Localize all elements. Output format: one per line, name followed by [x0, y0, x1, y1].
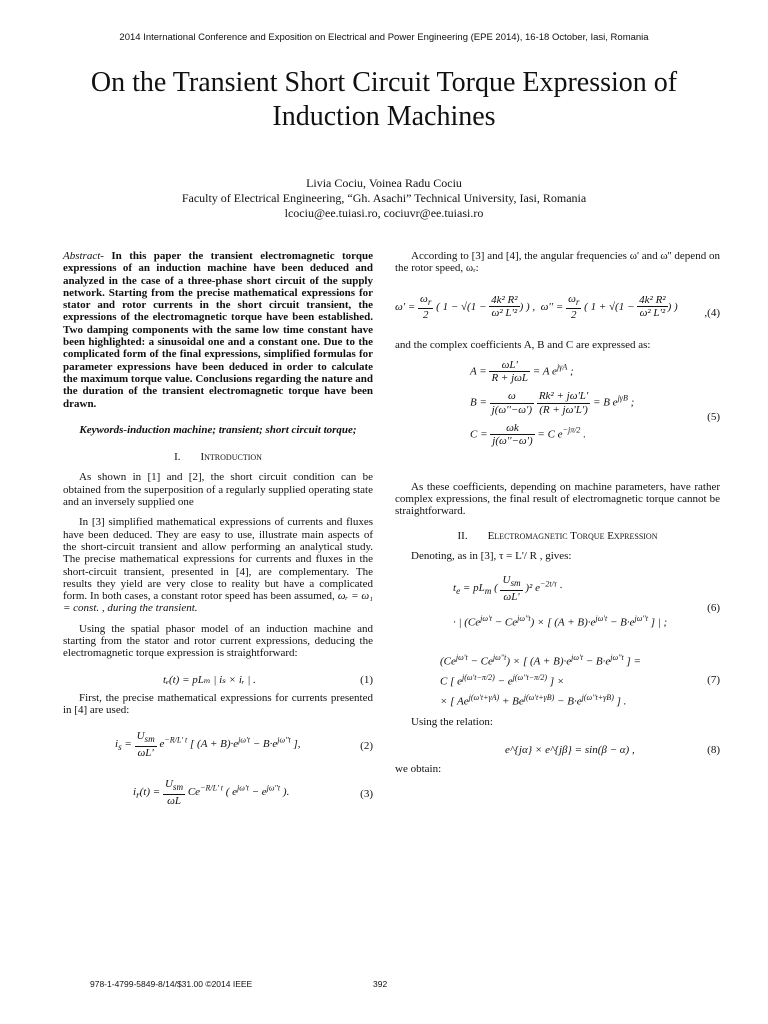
section-number: II.: [457, 529, 468, 542]
equation-7: [395, 650, 720, 716]
paragraph: and the complex coefficients A, B and C are expressed as:: [395, 338, 651, 351]
equation-number: (8): [707, 743, 720, 756]
equation-number: (5): [707, 410, 720, 423]
equation-4: [395, 283, 720, 339]
equation-body: tₑ(t) = pLₘ | iₛ × iᵣ | .: [163, 673, 256, 686]
paragraph: Using the spatial phasor model of an induction machine and starting from the stator and rotor current expressions, deducing the electromagnetic torque expression is straightforward:: [63, 622, 373, 660]
abstract-text: In this paper the transient electromagnetic torque expressions of an induction machine have been deduced and analyzed in the case of a three-phase short circuit of the supply network. Starting from the precise mathematical expressions for stator and rotor currents in the short circuit transient, the expressions of the electromagnetic torque have been established. Two damping components with the same low time constant have been highlighted: a sinusoidal one and a constant one. Due to the complicated form of the final expressions, simplified formulas for parameter expressions have been deduced in order to calculate the maximum torque value. Conclusions regarding the nature and the duration of the transient electromagnetic torque have been drawn.: [63, 250, 373, 410]
equation-body: $i_s$ = $\frac{U_{sm}}{\omega L'}$ $e^{-R/L' t}$ [ $(A + B)\cdot e^{j\omega't} - B\cdot e^{j\omega''t}$ ],: [115, 730, 301, 759]
equation-3: [63, 774, 373, 818]
equation-2: [63, 726, 373, 770]
abstract-label: Abstract-: [63, 250, 104, 262]
equation-number: ,(4): [704, 306, 720, 319]
section-title: Electromagnetic Torque Expression: [487, 529, 658, 542]
equation-body: $i_r(t)$ = $\frac{U_{sm}}{\omega L}$ $Ce^{-R/L' t}$ ( $e^{j\omega't} - e^{j\omega''t}$ ).: [133, 778, 290, 807]
paragraph: Denoting, as in [3], τ = L'/ R , gives:: [411, 550, 572, 563]
paragraph: First, the precise mathematical expressions for currents presented in [4] are used:: [63, 691, 373, 716]
paragraph: Using the relation:: [411, 716, 493, 729]
footer-isbn: 978-1-4799-5849-8/14/$31.00 ©2014 IEEE: [90, 979, 253, 989]
right-column: [395, 250, 720, 783]
paragraph: we obtain:: [395, 762, 442, 775]
paragraph: As shown in [1] and [2], the short circuit condition can be obtained from the superposition of a regularly supplied operating state and an inversely supplied one: [63, 471, 373, 509]
equation-number: (3): [360, 788, 373, 801]
author-affiliation: Faculty of Electrical Engineering, “Gh. Asachi” Technical University, Iasi, Romania: [181, 191, 587, 205]
equation-body: $t_e = pL_m$ ( $\frac{U_{sm}}{\omega L'}$ )² $e^{-2t/\tau}$ · · | $(Ce^{j\omega't} - Ce^{j\omega''t})$ × [ $(A + B)\cdot e^{j\omega't} - B\cdot e^{j\omega''t}$ ] | ;: [453, 574, 668, 629]
equation-5: [395, 359, 720, 481]
keywords: Keywords-induction machine; transient; short circuit torque;: [79, 423, 357, 436]
equation-number: (1): [360, 673, 373, 686]
equation-1: [63, 668, 373, 692]
paragraph-tail: ωᵣ = ω₁ = const. , during the transient.: [63, 590, 373, 615]
author-block: [0, 176, 768, 221]
abstract: [63, 250, 373, 410]
section-title: Introduction: [200, 451, 262, 464]
page-number: 392: [373, 979, 388, 989]
equation-number: (7): [707, 674, 720, 687]
paragraph: [63, 516, 373, 614]
author-emails: lcociu@ee.tuiasi.ro, cociuvr@ee.tuiasi.ro: [284, 206, 484, 220]
left-column: [63, 250, 373, 818]
equation-number: (2): [360, 740, 373, 753]
paragraph-text: In [3] simplified mathematical expressions of currents and fluxes have been deduced. They are easy to use, illustrate main aspects of the short-circuit transient and allow performing an analytical study. The precise mathematical expressions for currents and fluxes in the short-circuit transient, presented in [4], are complementary. The results they yield are very close to reality but have a complicated form. In both cases, a constant rotor speed has been assumed,: [63, 516, 373, 603]
author-names: Livia Cociu, Voinea Radu Cociu: [306, 176, 462, 190]
paragraph: According to [3] and [4], the angular frequencies ω' and ω'' depend on the rotor speed, ωᵣ:: [395, 250, 720, 275]
equation-8: [395, 737, 720, 763]
equation-6: [395, 570, 720, 650]
section-number: I.: [174, 451, 181, 464]
paper-title: On the Transient Short Circuit Torque Expression of Induction Machines: [90, 67, 678, 132]
conference-header: 2014 International Conference and Exposition on Electrical and Power Engineering (EPE 2014), 16-18 October, Iasi, Romania: [119, 32, 649, 43]
section-heading-introduction: [63, 451, 373, 463]
equation-body: $(Ce^{j\omega't} - Ce^{j\omega''t})$ × [ $(A + B)\cdot e^{j\omega't} - B\cdot e^{j\omega''t}$ ] = C [ $e^{j(\omega't-\pi/2)} - e^{j(\omega''t-\pi/2)}$ ] × × [ $Ae^{j(\omega't+\gamma A)} + Be^{j(\omega't+\gamma B)} - B\cdot e^{j(\omega''t+\gamma B)}$ ] .: [440, 653, 641, 708]
equation-number: (6): [707, 602, 720, 615]
equation-body: ω' = $\frac{\omega_r}{2}$ ( 1 − √(1 − $\frac{\text{4k² R²}}{\text{ω² L'²}}$ ) ) , ω'' = $\frac{\omega_r}{2}$ ( 1 + √(1 − $\frac{\text{4k² R²}}{\text{ω² L'²}}$ ) ): [395, 292, 678, 322]
paragraph: As these coefficients, depending on machine parameters, have rather complex expressions, the final result of electromagnetic torque cannot be straightforward.: [395, 480, 720, 518]
equation-body: A = $\frac{\omega L'}{\text{R + jωL}}$ = A $e^{j\gamma A}$ ; B = $\frac{\omega}{j(\omega''-\omega')}$ $\frac{\text{Rk² + jω'L'}}{(R + j\omega'L')}$ = B $e^{j\gamma B}$ ; C = $\frac{\omega k}{j(\omega''-\omega')}$ = C $e^{-j\pi/2}$ .: [470, 358, 635, 448]
section-heading-torque: [395, 530, 720, 542]
equation-body: e^{jα} × e^{jβ} = sin(β − α) ,: [505, 743, 635, 756]
